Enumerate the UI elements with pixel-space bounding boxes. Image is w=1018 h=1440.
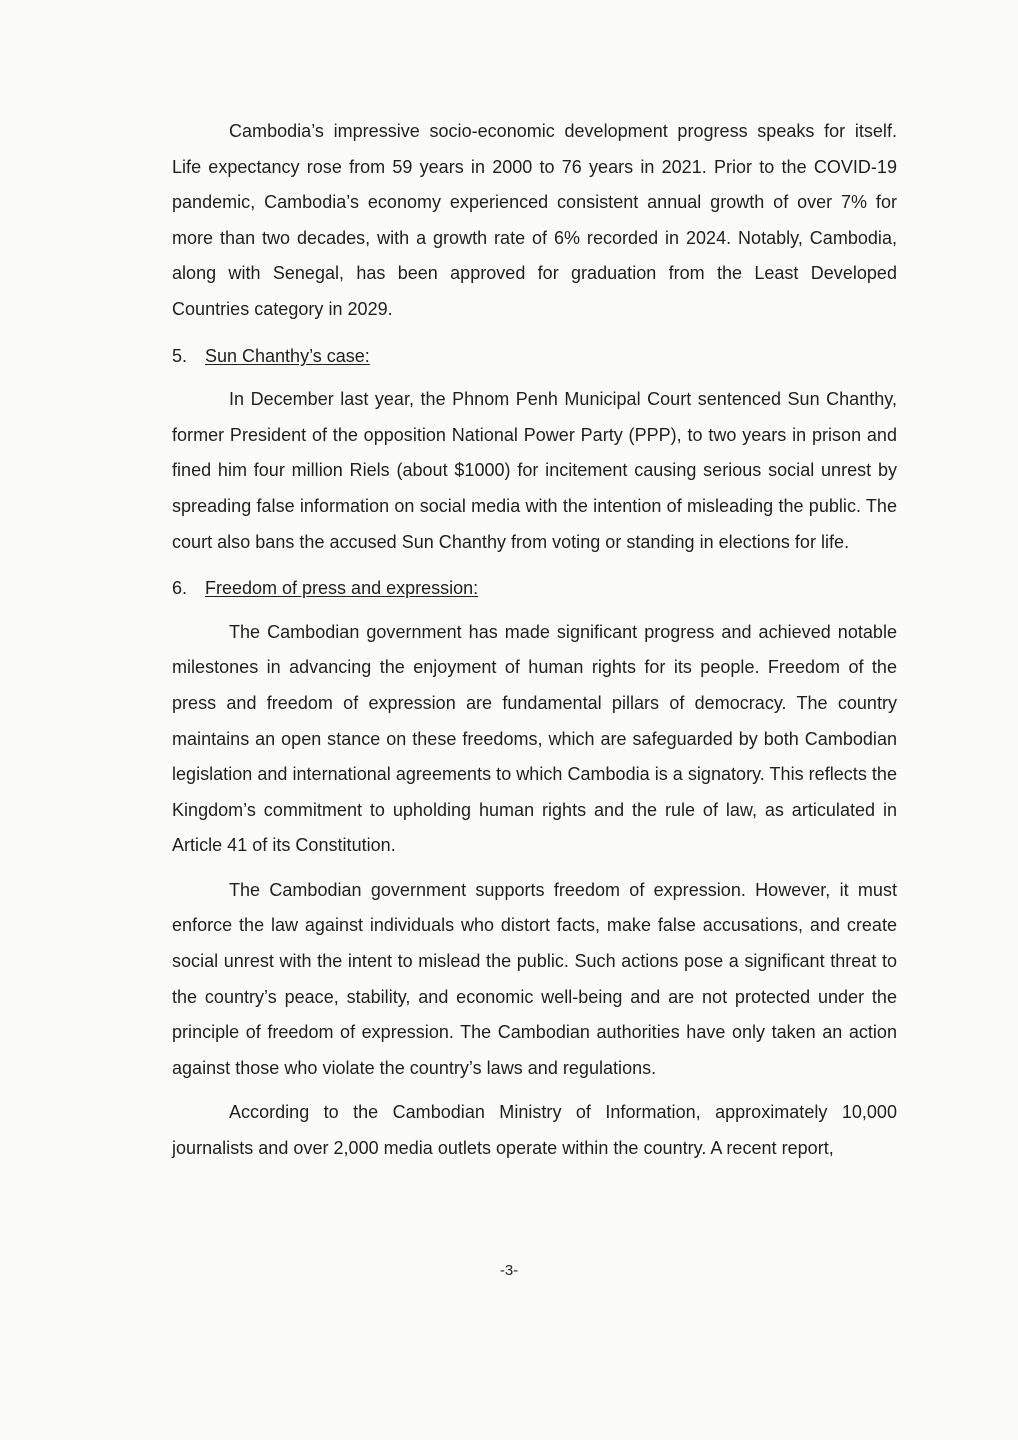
section-5-heading [172,339,897,375]
human-rights-progress-paragraph: The Cambodian government has made significant progress and achieved notable milestones in advancing the enjoyment of human rights for its people. Freedom of the press and freedom of expression are fundamental pillars of democracy. The country maintains an open stance on these freedoms, which are safeguarded by both Cambodian legislation and international agreements to which Cambodia is a signatory. This reflects the Kingdom’s commitment to upholding human rights and the rule of law, as articulated in Article 41 of its Constitution. [172,621,897,856]
freedom-expression-law-paragraph: The Cambodian government supports freedom of expression. However, it must enforce the law against individuals who distort facts, make false accusations, and create social unrest with the intent to mislead the public. Such actions pose a significant threat to the country’s peace, stability, and economic well-being and are not protected under the principle of freedom of expression. The Cambodian authorities have only taken an action against those who violate the country’s laws and regulations. [172,879,897,1078]
section-6-title: Freedom of press and expression: [205,578,479,599]
section-6-number: 6. [172,578,188,599]
section-5-title: Sun Chanthy’s case: [205,345,370,366]
media-outlets-paragraph: According to the Cambodian Ministry of Information, approximately 10,000 journalists and over 2,000 media outlets operate within the country. A recent report, [172,1102,897,1159]
section-6-heading [172,571,897,607]
section-5-number: 5. [172,345,188,366]
sun-chanthy-case-paragraph: In December last year, the Phnom Penh Municipal Court sentenced Sun Chanthy, former President of the opposition National Power Party (PPP), to two years in prison and fined him four million Riels (about $1000) for incitement causing serious social unrest by spreading false information on social media with the intention of misleading the public. The court also bans the accused Sun Chanthy from voting or standing in elections for life. [172,389,897,552]
page-number: -3- [499,1262,519,1279]
document-body [172,114,897,1167]
development-progress-paragraph: Cambodia’s impressive socio-economic development progress speaks for itself. Life expectancy rose from 59 years in 2000 to 76 years in 2021. Prior to the COVID-19 pandemic, Cambodia’s economy experienced consistent annual growth of over 7% for more than two decades, with a growth rate of 6% recorded in 2024. Notably, Cambodia, along with Senegal, has been approved for graduation from the Least Developed Countries category in 2029. [172,121,897,319]
